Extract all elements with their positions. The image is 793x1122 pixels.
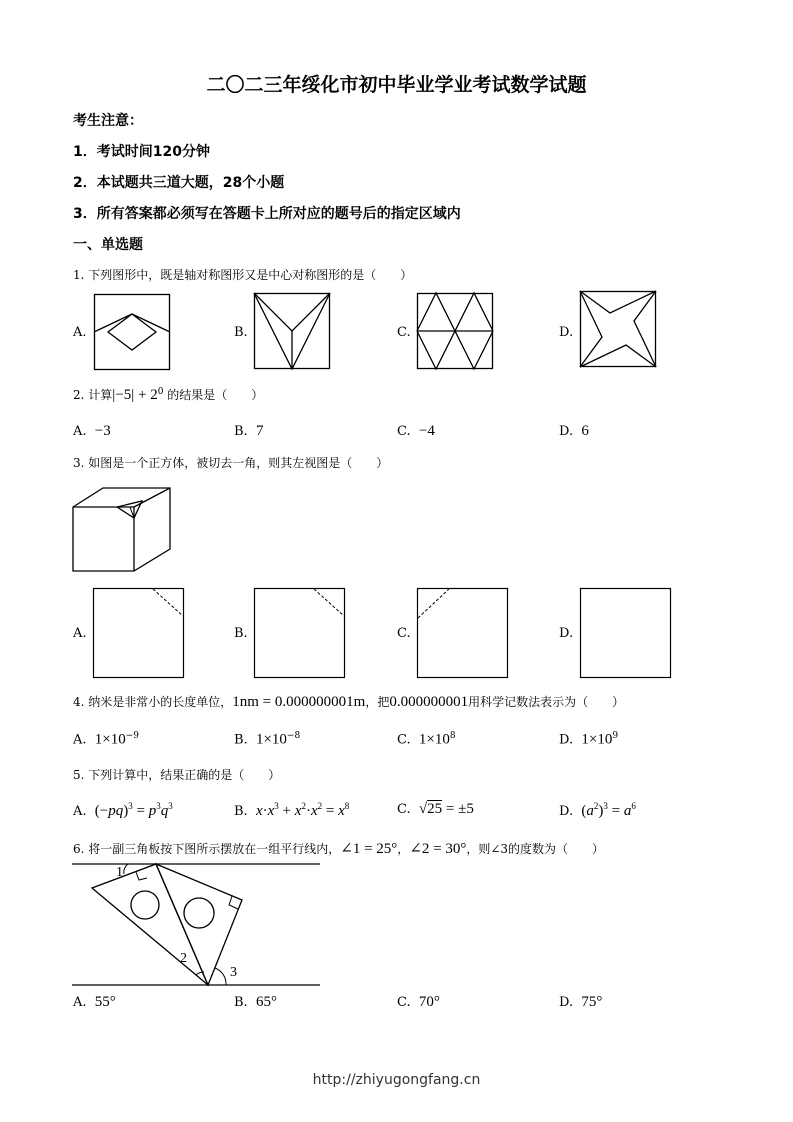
q1-figure-a <box>94 294 170 370</box>
q3-figure-d <box>580 588 671 678</box>
q4-stem-mid: ，把 <box>365 695 390 709</box>
q3-option-d-label: D. <box>559 626 574 641</box>
question-3-stem: 3. 如图是一个正方体，被切去一角，则其左视图是（ ） <box>73 456 389 470</box>
q1-figure-b <box>254 293 330 369</box>
q1-figure-d <box>580 291 656 367</box>
q4-option-b-exp: −8 <box>286 731 301 741</box>
q3-option-c-label: C. <box>397 626 411 641</box>
q3-figure-c <box>417 588 508 678</box>
question-4-stem <box>73 693 624 711</box>
q5-option-d-label: D. <box>559 804 574 819</box>
q4-option-c <box>397 731 456 748</box>
q5-option-c-formula: √25 = ±5 <box>418 801 474 817</box>
q4-option-a-label: A. <box>73 732 87 748</box>
q6-stem-text: 6. 将一副三角板按下图所示摆放在一组平行线内， <box>73 842 341 856</box>
q2-stem-end: 的结果是（ ） <box>163 388 264 402</box>
q2-option-c-label: C. <box>397 424 411 439</box>
q5-option-b-formula: $x\cdot x^3 + x^2\cdot x^2 = x^8$ <box>255 801 350 819</box>
q4-option-b <box>234 731 300 748</box>
q6-option-a <box>73 994 116 1011</box>
q6-option-a-label: A. <box>73 995 87 1010</box>
q3-figure-a <box>93 588 184 678</box>
q6-stem-end: ，则∠3的度数为（ ） <box>466 842 605 856</box>
q4-option-a-exp: −9 <box>125 731 140 741</box>
q2-exponent: 0 <box>157 387 164 397</box>
q2-option-b-value: 7 <box>255 423 264 439</box>
q6-option-b <box>234 994 277 1011</box>
q2-option-b-label: B. <box>234 424 248 439</box>
q4-option-c-base: 1×10 <box>418 731 450 748</box>
question-6-stem <box>73 839 604 858</box>
footer-url[interactable]: http://zhiyugongfang.cn <box>312 1072 481 1088</box>
q6-angle-label-1: 1 <box>116 865 123 880</box>
q2-option-a-value: −3 <box>94 423 111 439</box>
q5-option-b-label: B. <box>234 804 248 819</box>
q6-option-d-value: 75° <box>581 994 603 1010</box>
q5-option-d-formula: $(a^2)^3 = a^6$ <box>581 801 636 819</box>
q3-option-b-label: B. <box>234 626 248 641</box>
q3-cube-figure <box>72 487 172 573</box>
q4-option-d-exp: 9 <box>612 731 619 741</box>
q4-option-a-base: 1×10 <box>94 731 126 748</box>
q6-angle-1: ∠1 = 25° <box>340 841 398 857</box>
q6-option-b-value: 65° <box>255 994 277 1010</box>
q1-option-a-label: A. <box>73 325 87 340</box>
q6-angle-2: ∠2 = 30° <box>409 841 467 857</box>
q2-option-c <box>397 423 435 440</box>
q2-option-a <box>73 423 111 440</box>
q4-number: 0.000000001 <box>389 694 469 710</box>
page-title: 二〇二三年绥化市初中毕业学业考试数学试题 <box>206 74 587 96</box>
q2-option-b <box>234 423 263 440</box>
q6-option-c-label: C. <box>397 995 411 1010</box>
q3-figure-b <box>254 588 345 678</box>
q4-option-c-label: C. <box>397 732 411 748</box>
q6-option-d-label: D. <box>559 995 574 1010</box>
q6-option-d <box>559 994 602 1011</box>
q6-option-a-value: 55° <box>94 994 116 1010</box>
question-1-stem: 1. 下列图形中，既是轴对称图形又是中心对称图形的是（ ） <box>73 268 413 282</box>
q5-option-a-formula: $(-pq)^3 = p^3q^3$ <box>94 801 173 819</box>
q4-option-b-label: B. <box>234 732 248 748</box>
q5-option-d <box>559 801 636 820</box>
q6-stem-sep: ， <box>397 842 410 856</box>
question-2-stem <box>73 386 263 404</box>
q2-expression: |−5| + 2 <box>112 387 158 403</box>
q6-angle-label-2: 2 <box>180 951 187 966</box>
q2-option-d <box>559 423 589 440</box>
q5-option-b <box>234 801 349 820</box>
q6-option-b-label: B. <box>234 995 248 1010</box>
q6-option-c-value: 70° <box>418 994 440 1010</box>
q4-equation: 1nm = 0.000000001m <box>232 694 366 710</box>
q5-option-c-label: C. <box>397 802 411 817</box>
q1-option-c-label: C. <box>397 325 411 340</box>
q4-stem-end: 用科学记数法表示为（ ） <box>468 695 625 709</box>
q1-figure-c <box>417 293 493 369</box>
q4-option-d-label: D. <box>559 732 574 748</box>
q4-option-c-exp: 8 <box>449 731 456 741</box>
q2-option-d-label: D. <box>559 424 574 439</box>
q4-option-d-base: 1×10 <box>581 731 613 748</box>
question-5-stem: 5. 下列计算中，结果正确的是（ ） <box>73 768 281 782</box>
q4-option-a <box>73 731 139 748</box>
notice-heading: 考生注意： <box>73 113 143 129</box>
q4-stem-text: 4. 纳米是非常小的长度单位， <box>73 695 233 709</box>
q5-option-c <box>397 801 474 818</box>
q2-option-c-value: −4 <box>418 423 435 439</box>
section-heading: 一、单选题 <box>73 237 143 253</box>
q4-option-d <box>559 731 618 748</box>
q3-option-a-label: A. <box>73 626 87 641</box>
q1-option-b-label: B. <box>234 325 248 340</box>
notice-item: 1．考试时间120分钟 <box>73 144 210 160</box>
q4-option-b-base: 1×10 <box>255 731 287 748</box>
q5-option-a <box>73 801 173 820</box>
q2-stem-text: 2. 计算 <box>73 388 113 402</box>
q2-option-a-label: A. <box>73 424 87 439</box>
q2-option-d-value: 6 <box>581 423 589 439</box>
notice-item: 2．本试题共三道大题，28个小题 <box>73 175 285 191</box>
q1-option-d-label: D. <box>559 325 574 340</box>
q6-option-c <box>397 994 440 1011</box>
q5-option-a-label: A. <box>73 804 87 819</box>
notice-item: 3．所有答案都必须写在答题卡上所对应的题号后的指定区域内 <box>73 206 461 222</box>
q6-angle-label-3: 3 <box>230 965 237 980</box>
q6-triangles-figure <box>72 860 322 988</box>
